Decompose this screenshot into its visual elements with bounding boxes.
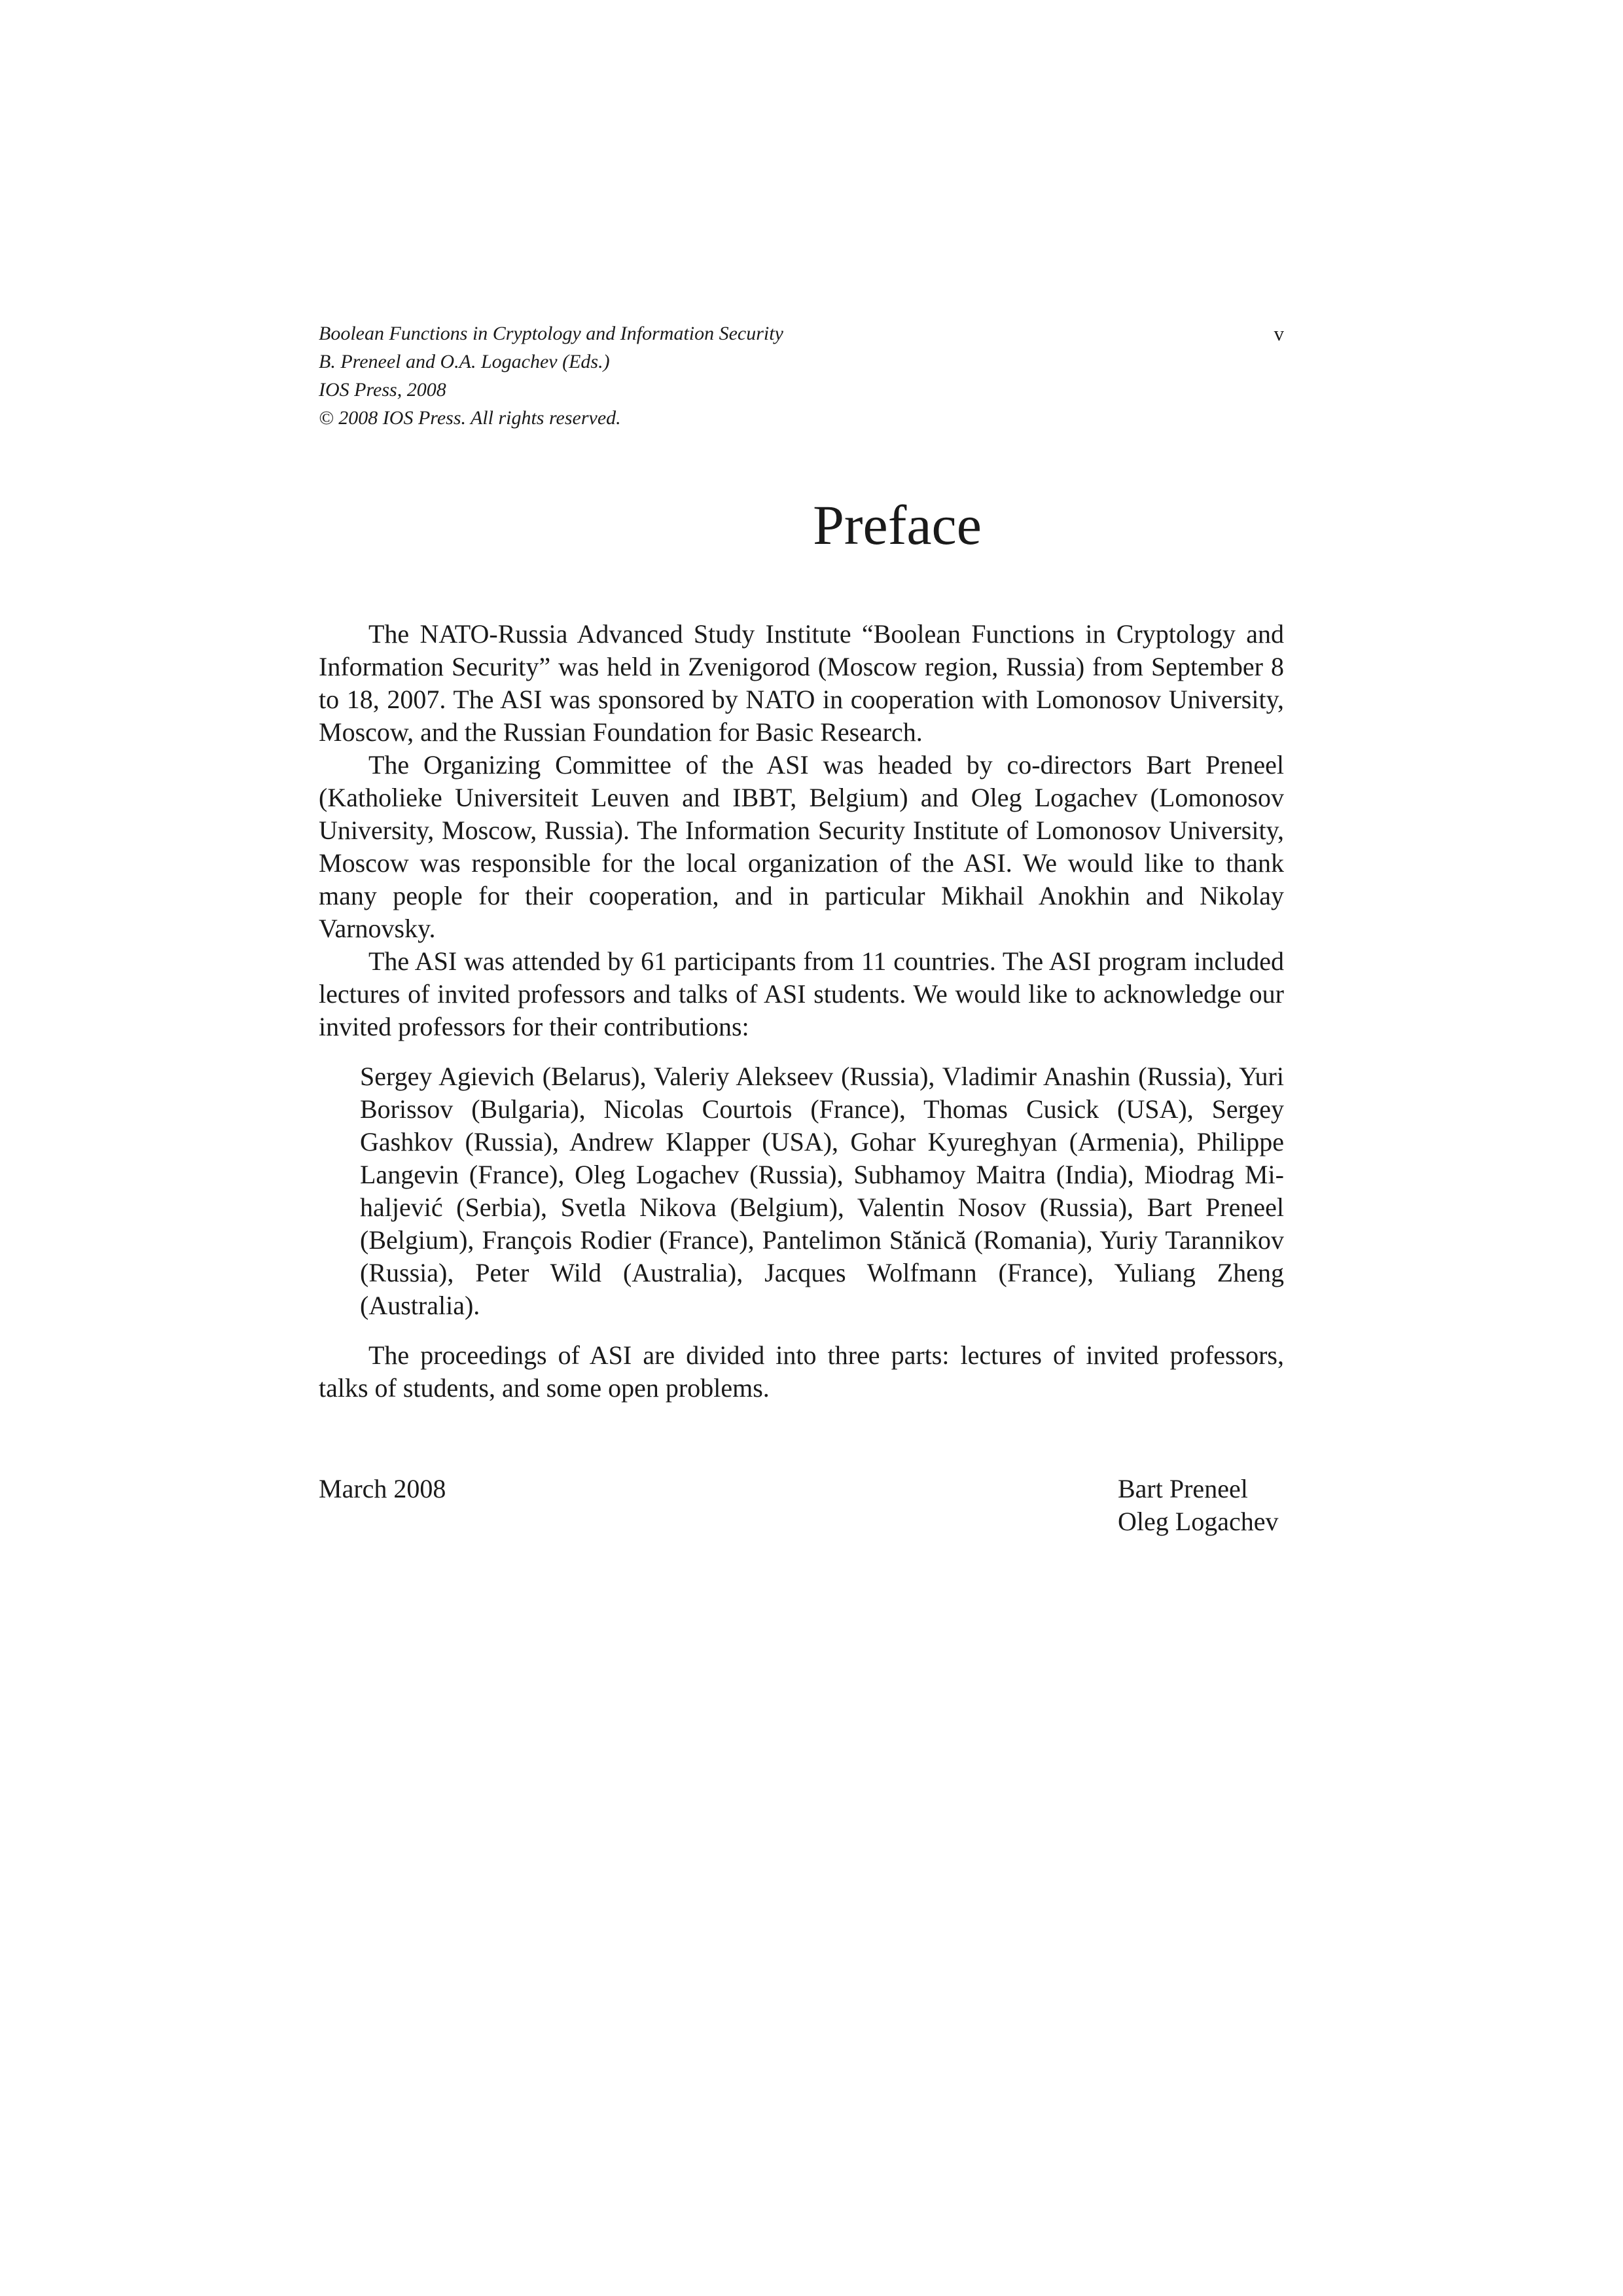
bibliographic-header [319,319,1284,432]
publisher-line: IOS Press, 2008 [319,379,446,401]
paragraph-intro: The NATO-Russia Advanced Study Institute “Boolean Functions in Cryptology and Information Security” was held in Zvenigorod (Moscow region, Russia) from September 8 to 18, 2007. The ASI was sponsored by NATO in cooperation with Lomonosov University, Moscow, and the Russian Foundation for Basic Research. [319,619,1284,747]
invited-professors-list: Sergey Agievich (Belarus), Valeriy Alekseev (Russia), Vladimir Anashin (Russia), Yuri Borissov (Bulgaria), Nicolas Courtois (France), Thomas Cusick (USA), Sergey Gashkov (Russia), Andrew Klapper (USA), Gohar Kyureghyan (Armenia), Philippe Langevin (France), Oleg Logachev (Russia), Subhamoy Maitra (India), Miodrag Mihaljević (Serbia), Svetla Nikova (Belgium), Valentin Nosov (Russia), Bart Preneel (Belgium), François Rodier (France), Pantelimon Stănică (Romania), Yuriy Tarannikov (Russia), Peter Wild (Australia), Jacques Wolfmann (France), Yuliang Zheng (Australia). [360,1062,1284,1320]
book-title-line: Boolean Functions in Cryptology and Information Security [319,323,783,344]
signature-date: March 2008 [319,1474,446,1503]
signature-name: Oleg Logachev [1118,1507,1279,1536]
paragraph-committee: The Organizing Committee of the ASI was headed by co-directors Bart Preneel (Katholieke Universiteit Leuven and IBBT, Belgium) and Oleg Logachev (Lomonosov University, Moscow, Russia). The Information Security Institute of Lomonosov University, Moscow was responsible for the local organization of the ASI. We would like to thank many people for their cooperation, and in particular Mikhail Anokhin and Nikolay Varnovsky. [319,750,1284,943]
paragraph-attendance: The ASI was attended by 61 participants from 11 countries. The ASI program included lectures of invited professors and talks of ASI students. We would like to acknowledge our invited professors for their contributions: [319,946,1284,1041]
preface-body [319,618,1284,1405]
editors-line: B. Preneel and O.A. Logachev (Eds.) [319,351,610,372]
page-number: v [1274,322,1284,345]
signature-names [1118,1473,1278,1538]
signature-name: Bart Preneel [1118,1474,1248,1503]
paragraph-proceedings: The proceedings of ASI are divided into three parts: lectures of invited professors, talks of students, and some open problems. [319,1340,1284,1403]
page-title: Preface [813,493,982,556]
copyright-line: © 2008 IOS Press. All rights reserved. [319,407,621,429]
